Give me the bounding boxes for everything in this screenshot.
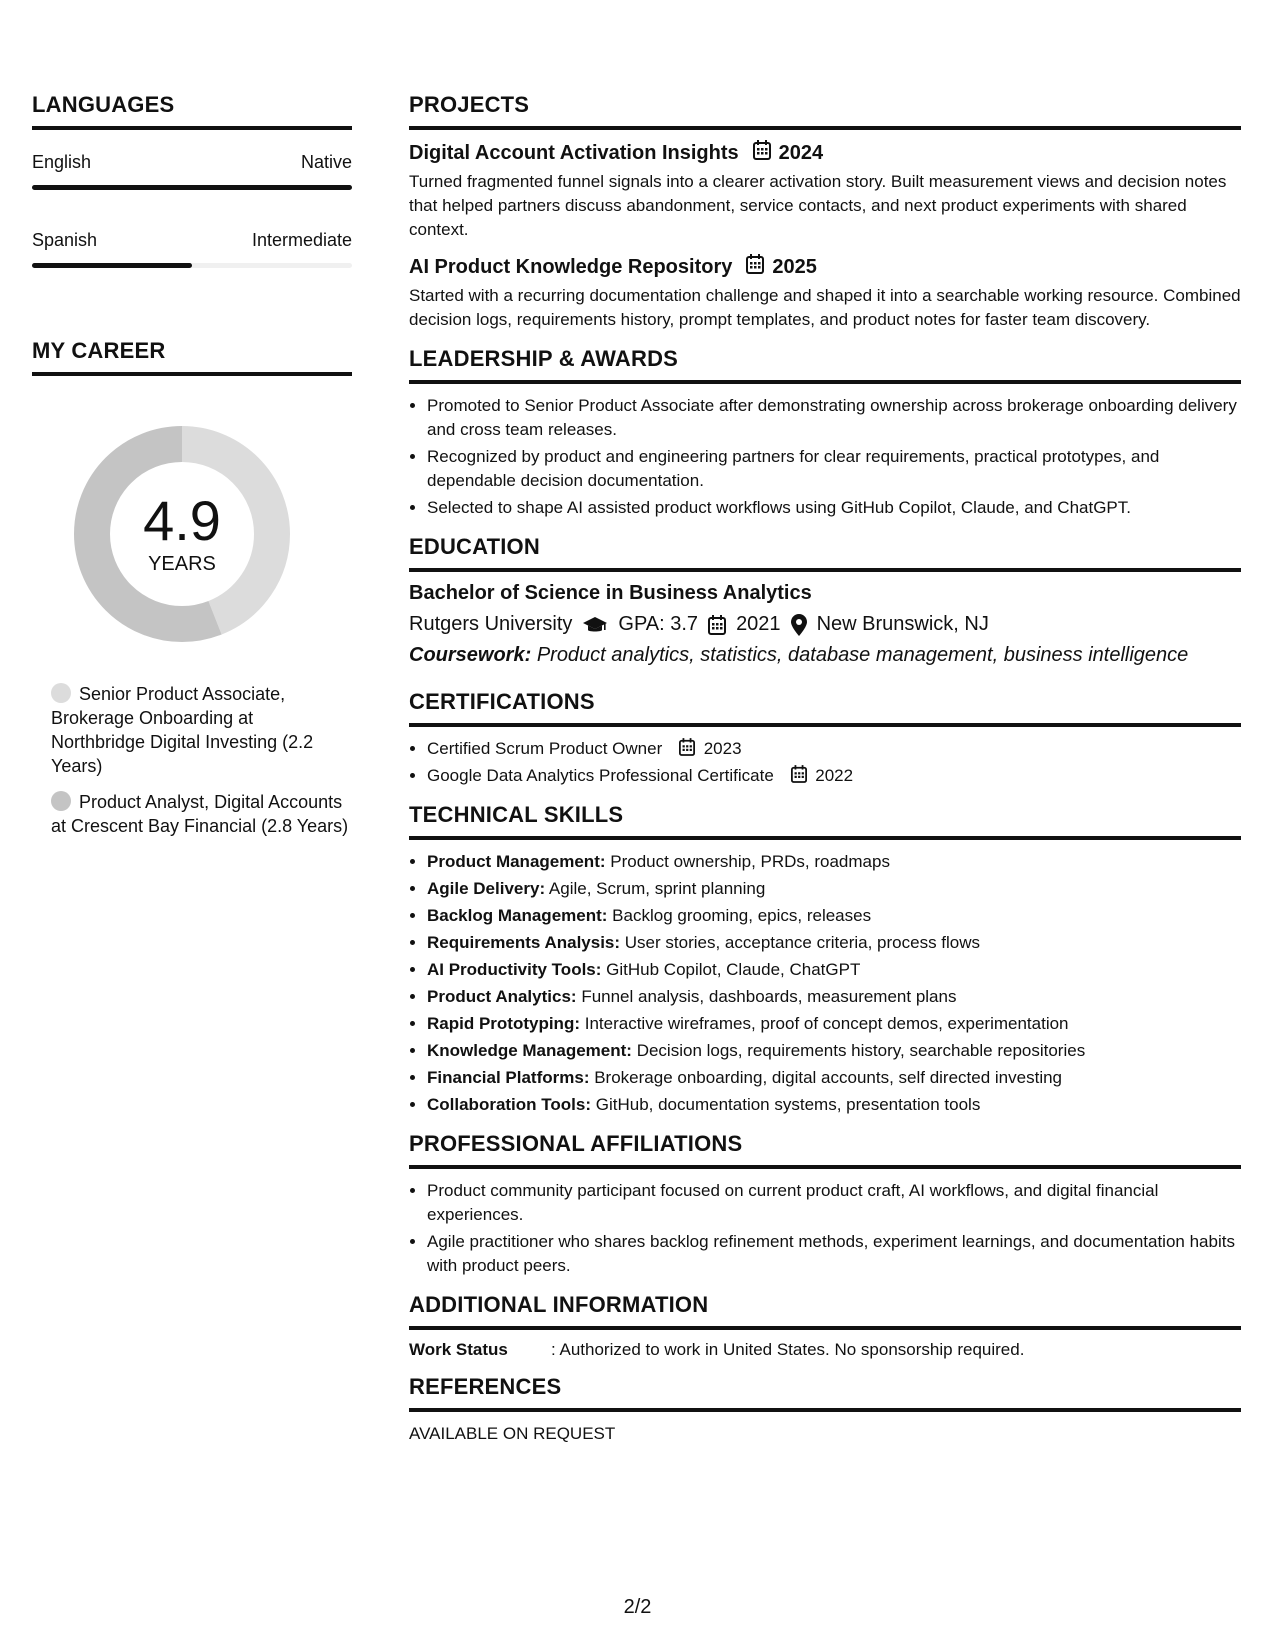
- education-location: New Brunswick, NJ: [816, 613, 989, 635]
- list-item: [427, 985, 1241, 1009]
- affiliations-section: [409, 1131, 1241, 1278]
- projects-heading: PROJECTS: [409, 92, 1241, 130]
- affiliations-list: [409, 1179, 1241, 1278]
- skill-label: Rapid Prototyping:: [427, 1014, 580, 1033]
- career-legend-item: [51, 790, 352, 838]
- project-description: Turned fragmented funnel signals into a clearer activation story. Built measurement views and decision notes that helped partners discuss abandonment, service contacts, and next product experiments with shared context.: [409, 172, 1227, 239]
- references-section: [409, 1374, 1241, 1444]
- affiliations-heading: PROFESSIONAL AFFILIATIONS: [409, 1131, 1241, 1169]
- skill-value: Agile, Scrum, sprint planning: [548, 879, 766, 898]
- education-year: 2021: [736, 613, 781, 635]
- skills-list: [409, 850, 1241, 1117]
- additional-section: [409, 1292, 1241, 1360]
- list-item: [427, 737, 1241, 761]
- career-heading: MY CAREER: [32, 338, 352, 376]
- certifications-list: [409, 737, 1241, 788]
- list-item: [427, 904, 1241, 928]
- skill-label: Financial Platforms:: [427, 1068, 590, 1087]
- left-column: [32, 92, 352, 850]
- list-item: • Product community participant focused on current product craft, AI workflows, and digital financial experiences.: [427, 1179, 1241, 1227]
- project-item: [409, 140, 1241, 242]
- calendar-icon: [679, 738, 695, 756]
- career-total-value: 4.9: [143, 488, 221, 552]
- additional-heading: ADDITIONAL INFORMATION: [409, 1292, 1241, 1330]
- career-legend: [32, 682, 352, 838]
- certification-name: Google Data Analytics Professional Certificate: [427, 766, 774, 785]
- education-meta: [409, 613, 1241, 636]
- list-item: • Promoted to Senior Product Associate after demonstrating ownership across brokerage onboarding delivery and cross team releases.: [427, 394, 1241, 442]
- list-item: [427, 1012, 1241, 1036]
- leadership-section: [409, 346, 1241, 520]
- skill-value: GitHub, documentation systems, presentation tools: [595, 1095, 981, 1114]
- page-number: 2/2: [623, 1596, 652, 1618]
- legend-swatch: [51, 683, 71, 703]
- coursework-text: Product analytics, statistics, database management, business intelligence: [536, 644, 1189, 666]
- certification-name: Certified Scrum Product Owner: [427, 739, 663, 758]
- list-item: [427, 1039, 1241, 1063]
- education-gpa: GPA: 3.7: [618, 613, 699, 635]
- list-item: [427, 958, 1241, 982]
- skill-label: Product Analytics:: [427, 987, 577, 1006]
- leadership-list: [409, 394, 1241, 520]
- list-item: [427, 1066, 1241, 1090]
- list-item: • Agile practitioner who shares backlog refinement methods, experiment learnings, and documentation habits with product peers.: [427, 1230, 1241, 1278]
- project-description: Started with a recurring documentation challenge and shaped it into a searchable working resource. Combined decision logs, requirements history, prompt templates, and product notes for faster team discovery.: [409, 286, 1241, 329]
- map-pin-icon: [791, 614, 807, 636]
- education-heading: EDUCATION: [409, 534, 1241, 572]
- certification-year: 2022: [815, 766, 854, 785]
- skill-label: Product Management:: [427, 852, 606, 871]
- references-heading: REFERENCES: [409, 1374, 1241, 1412]
- list-item: [427, 850, 1241, 874]
- language-item: [32, 152, 352, 190]
- education-coursework: [409, 644, 1241, 667]
- language-level: Intermediate: [251, 230, 352, 250]
- skill-value: Funnel analysis, dashboards, measurement plans: [581, 987, 957, 1006]
- language-name: Spanish: [32, 230, 98, 250]
- skill-label: Agile Delivery:: [427, 879, 546, 898]
- calendar-icon: [753, 140, 771, 166]
- project-year: 2025: [772, 255, 817, 278]
- calendar-icon: [708, 615, 726, 635]
- list-item: [427, 1093, 1241, 1117]
- skills-heading: TECHNICAL SKILLS: [409, 802, 1241, 840]
- skill-value: Interactive wireframes, proof of concept demos, experimentation: [584, 1014, 1069, 1033]
- certification-year: 2023: [703, 739, 742, 758]
- language-proficiency-bar: [32, 263, 352, 268]
- skill-label: Knowledge Management:: [427, 1041, 632, 1060]
- skill-label: AI Productivity Tools:: [427, 960, 602, 979]
- list-item: [427, 877, 1241, 901]
- skill-label: Requirements Analysis:: [427, 933, 621, 952]
- calendar-icon: [791, 765, 807, 783]
- right-column: [409, 92, 1241, 1458]
- skill-value: User stories, acceptance criteria, process flows: [624, 933, 981, 952]
- language-name: English: [32, 152, 92, 172]
- language-item: [32, 230, 352, 268]
- career-legend-item: [51, 682, 352, 778]
- education-section: [409, 534, 1241, 667]
- list-item: • Selected to shape AI assisted product workflows using GitHub Copilot, Claude, and ChatGPT.: [427, 496, 1241, 520]
- career-total-unit: YEARS: [148, 552, 216, 575]
- skill-value: GitHub Copilot, Claude, ChatGPT: [606, 960, 861, 979]
- project-name: Digital Account Activation Insights: [409, 141, 739, 164]
- education-degree: Bachelor of Science in Business Analytics: [409, 582, 812, 604]
- education-school: Rutgers University: [409, 613, 573, 635]
- language-proficiency-bar: [32, 185, 352, 190]
- leadership-heading: LEADERSHIP & AWARDS: [409, 346, 1241, 384]
- project-item: [409, 254, 1241, 332]
- list-item: [427, 931, 1241, 955]
- list-item: [427, 764, 1241, 788]
- languages-heading: LANGUAGES: [32, 92, 352, 130]
- projects-section: [409, 92, 1241, 332]
- additional-value: : Authorized to work in United States. No sponsorship required.: [551, 1340, 1025, 1359]
- career-donut-chart: [66, 418, 298, 650]
- project-year: 2024: [778, 141, 824, 164]
- skill-value: Brokerage onboarding, digital accounts, self directed investing: [594, 1068, 1063, 1087]
- skill-value: Decision logs, requirements history, searchable repositories: [636, 1041, 1086, 1060]
- skill-value: Product ownership, PRDs, roadmaps: [610, 852, 890, 871]
- language-proficiency-fill: [32, 263, 192, 268]
- additional-key: Work Status: [409, 1340, 508, 1359]
- language-level: Native: [300, 152, 352, 172]
- project-name: AI Product Knowledge Repository: [409, 255, 733, 278]
- skills-section: [409, 802, 1241, 1117]
- skill-label: Collaboration Tools:: [427, 1095, 592, 1114]
- graduation-cap-icon: [582, 615, 608, 635]
- career-legend-label: Senior Product Associate, Brokerage Onboarding at Northbridge Digital Investing (2.2 Years): [51, 684, 314, 776]
- additional-row: [409, 1340, 1241, 1360]
- skill-label: Backlog Management:: [427, 906, 608, 925]
- legend-swatch: [51, 791, 71, 811]
- skill-value: Backlog grooming, epics, releases: [612, 906, 872, 925]
- certifications-heading: CERTIFICATIONS: [409, 689, 1241, 727]
- calendar-icon: [746, 254, 764, 280]
- career-legend-label: Product Analyst, Digital Accounts at Crescent Bay Financial (2.8 Years): [51, 792, 349, 836]
- certifications-section: [409, 689, 1241, 788]
- language-proficiency-fill: [32, 185, 352, 190]
- list-item: • Recognized by product and engineering partners for clear requirements, practical prototypes, and dependable decision documentation.: [427, 445, 1241, 493]
- references-text: AVAILABLE ON REQUEST: [409, 1424, 616, 1443]
- coursework-label: Coursework:: [409, 644, 532, 666]
